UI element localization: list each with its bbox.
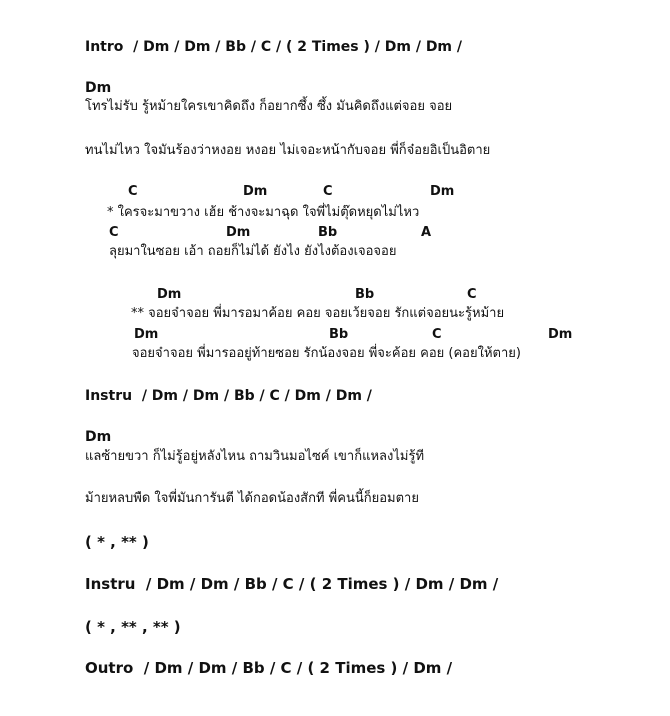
chord: Bb — [329, 327, 349, 342]
chord: A — [421, 225, 432, 240]
chord: C — [432, 327, 442, 342]
intro-line: Intro / Dm / Dm / Bb / C / ( 2 Times ) / Dm / Dm / — [85, 39, 463, 55]
chorus-lyric-1: ** จอยจ๋าจอย พี่มารอมาค้อย คอย จอยเว้ยจอย รักแต่จอยนะรู้หม้าย — [131, 306, 505, 321]
chord: Dm — [134, 327, 159, 342]
chord: Dm — [243, 184, 268, 199]
chord: C — [323, 184, 333, 199]
instru-line-2: Instru / Dm / Dm / Bb / C / ( 2 Times ) / Dm / Dm / — [85, 575, 499, 593]
chord: Bb — [355, 287, 375, 302]
pre-chorus-lyric-1: * ใครจะมาขวาง เฮ้ย ช้างจะมาฉุด ใจพี่ไม่ตุ๊ดหยุดไม่ไหว — [107, 205, 420, 220]
pre-chorus-lyric-2: ลุยมาในซอย เอ้า ถอยก็ไม่ได้ ยังไง ยังไงต้องเจอจอย — [109, 244, 397, 259]
verse2-chord: Dm — [85, 429, 112, 445]
chord: Bb — [318, 225, 338, 240]
repeat-marker-1: ( * , ** ) — [85, 533, 149, 551]
chord: C — [467, 287, 477, 302]
verse2-lyric-1: แลซ้ายขวา ก็ไม่รู้อยู่หลังไหน ถามวินมอไซค์ เขาก็แหลงไม่รู้ที — [85, 449, 425, 464]
instru-line-1: Instru / Dm / Dm / Bb / C / Dm / Dm / — [85, 388, 372, 404]
verse2-lyric-2: ม้ายหลบพืด ใจพี่มันการันตี ได้กอดน้องสักที พี่คนนี้ก็ยอมตาย — [85, 491, 419, 506]
chord: Dm — [157, 287, 182, 302]
chord: Dm — [430, 184, 455, 199]
verse1-chord: Dm — [85, 80, 112, 96]
chord: C — [128, 184, 138, 199]
verse1-lyric-1: โทรไม่รับ รู้หม้ายใครเขาคิดถึง ก็อยากซึ้ง ซึ้ง มันคิดถึงแต่จอย จอย — [85, 99, 453, 114]
verse1-lyric-2: ทนไม่ไหว ใจมันร้องว่าหงอย หงอย ไม่เจอะหน้ากับจอย พี่ก็จ๋อยอิเป็นอิตาย — [85, 143, 491, 158]
repeat-marker-2: ( * , ** , ** ) — [85, 618, 181, 636]
chord: Dm — [226, 225, 251, 240]
outro-line: Outro / Dm / Dm / Bb / C / ( 2 Times ) / Dm / — [85, 659, 453, 677]
chorus-lyric-2: จอยจ๋าจอย พี่มารออยู่ท้ายซอย รักน้องจอย พี่จะค้อย คอย (คอยให้ตาย) — [132, 346, 521, 361]
chord: C — [109, 225, 119, 240]
chord: Dm — [548, 327, 573, 342]
